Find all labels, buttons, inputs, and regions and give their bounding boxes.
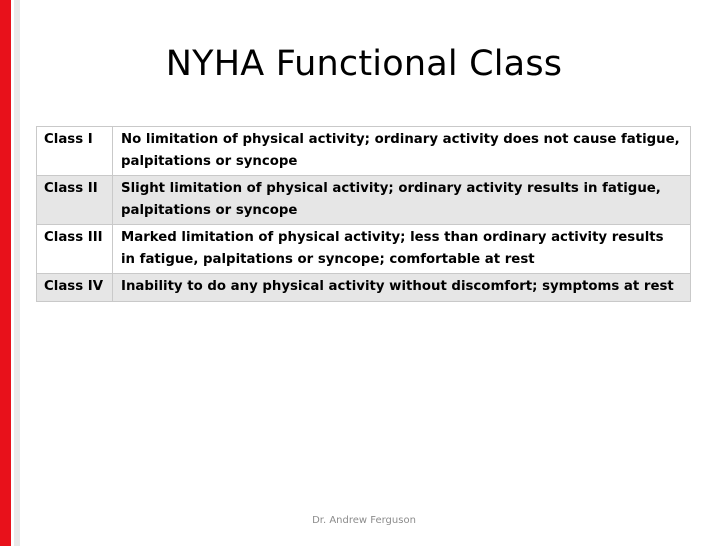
footer-author: Dr. Andrew Ferguson — [312, 515, 416, 526]
class-label-cell: Class III — [37, 225, 113, 274]
table-row — [37, 225, 691, 274]
class-label-cell: Class II — [37, 176, 113, 225]
slide-title: NYHA Functional Class — [165, 44, 563, 84]
class-label-cell: Class IV — [37, 274, 113, 302]
description-cell: No limitation of physical activity; ordinary activity does not cause fatigue, palpitations or syncope — [113, 127, 691, 176]
table-row — [37, 176, 691, 225]
description-cell: Inability to do any physical activity without discomfort; symptoms at rest — [113, 274, 691, 302]
table-row — [37, 274, 691, 302]
description-cell: Marked limitation of physical activity; less than ordinary activity results in fatigue, palpitations or syncope; comfortable at rest — [113, 225, 691, 274]
class-label-cell: Class I — [37, 127, 113, 176]
description-cell: Slight limitation of physical activity; ordinary activity results in fatigue, palpitations or syncope — [113, 176, 691, 225]
table-row — [37, 127, 691, 176]
nyha-class-table — [36, 126, 691, 302]
